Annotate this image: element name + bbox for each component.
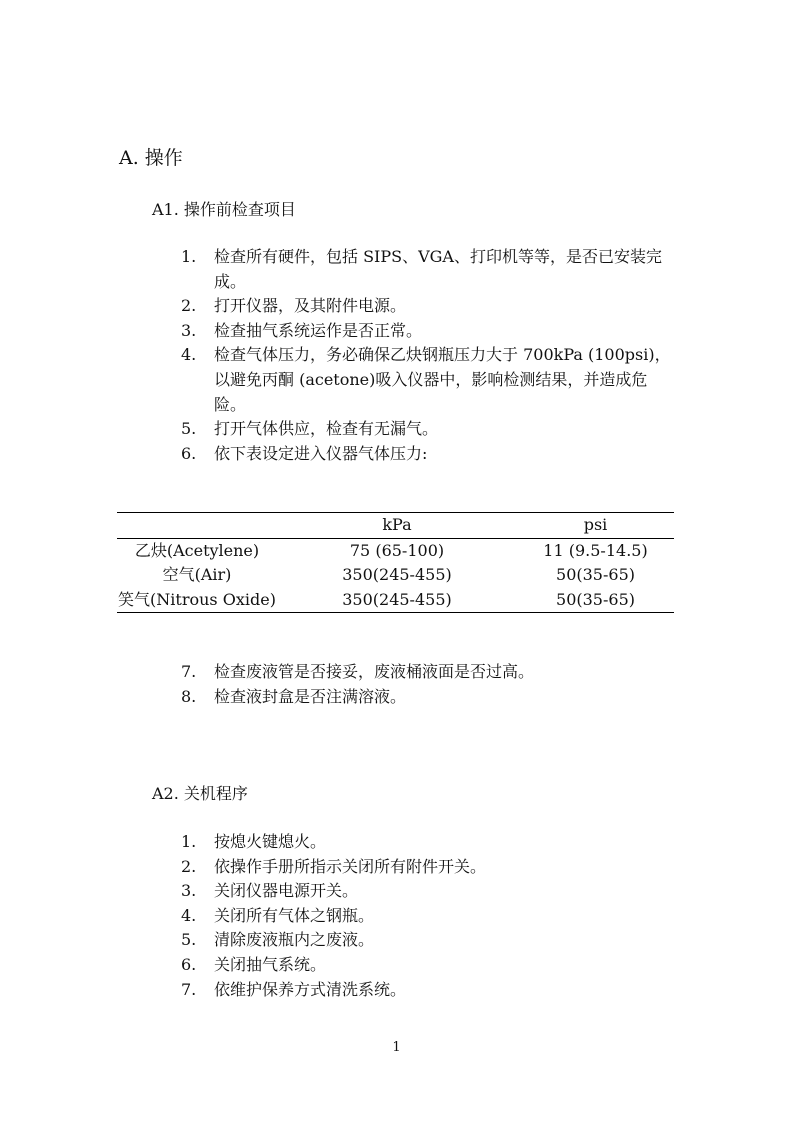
table-row <box>117 588 674 613</box>
list-item: 2. 依操作手册所指示关闭所有附件开关。 <box>181 856 487 876</box>
list-item: 8. 检查液封盒是否注满溶液。 <box>181 686 407 706</box>
list-item: 7. 检查废液管是否接妥，废液桶液面是否过高。 <box>181 662 535 681</box>
list-item: 1. 按熄火键熄火。 <box>181 832 327 851</box>
table-cell: 乙炔(Acetylene) <box>134 540 260 560</box>
table-cell: 50(35-65) <box>556 565 635 584</box>
shutdown-list <box>181 830 674 1002</box>
table-header-cell: kPa <box>382 515 412 534</box>
table-cell: 笑气(Nitrous Oxide) <box>118 589 276 609</box>
list-item: 4. 关闭所有气体之钢瓶。 <box>181 905 375 925</box>
list-item: 5. 打开气体供应，检查有无漏气。 <box>181 419 439 439</box>
list-item: 3. 关闭仪器电源开关。 <box>181 881 359 901</box>
list-item: 4. 检查气体压力，务必确保乙炔钢瓶压力大于 700kPa (100psi)，以避免丙酮 (acetone)吸入仪器中，影响检测结果，并造成危险。 <box>181 345 671 414</box>
table-row <box>117 538 674 563</box>
table-cell: 75 (65-100) <box>349 540 445 560</box>
table-row <box>117 563 674 588</box>
section-title: A. 操作 <box>119 147 183 169</box>
list-item: 2. 打开仪器，及其附件电源。 <box>181 296 407 316</box>
table-header-cell <box>117 513 277 539</box>
table-cell: 11 (9.5-14.5) <box>543 540 648 560</box>
table-cell: 空气(Air) <box>162 565 232 584</box>
list-item: 6. 依下表设定进入仪器气体压力: <box>181 443 428 463</box>
table-header-row <box>117 513 674 539</box>
list-item: 5. 清除废液瓶内之废液。 <box>181 930 375 950</box>
pre-check-title: A1. 操作前检查项目 <box>152 200 296 219</box>
list-item: 3. 检查抽气系统运作是否正常。 <box>181 320 423 340</box>
shutdown-title: A2. 关机程序 <box>152 784 248 803</box>
list-item: 1. 检查所有硬件，包括 SIPS、VGA、打印机等等，是否已安装完成。 <box>181 247 662 291</box>
list-item: 6. 关闭抽气系统。 <box>181 954 327 974</box>
table-cell: 350(245-455) <box>342 589 452 609</box>
pre-check-list <box>181 245 674 466</box>
page-number: 1 <box>392 1040 401 1055</box>
list-item: 7. 依维护保养方式清洗系统。 <box>181 979 407 999</box>
pre-check-list-continued <box>181 660 674 709</box>
table-header-cell: psi <box>583 515 608 534</box>
table-cell: 350(245-455) <box>342 565 452 584</box>
gas-pressure-table <box>117 512 674 613</box>
table-cell: 50(35-65) <box>556 589 635 609</box>
